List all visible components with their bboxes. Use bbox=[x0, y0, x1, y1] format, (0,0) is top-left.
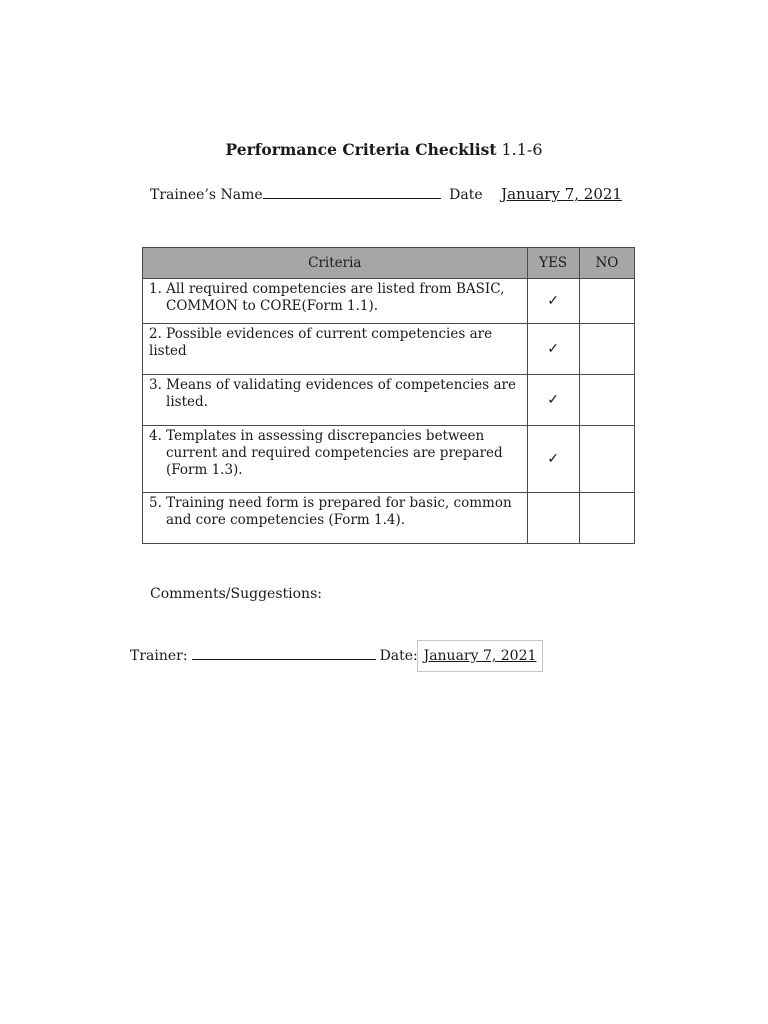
no-cell[interactable] bbox=[579, 375, 634, 426]
criteria-cell bbox=[143, 493, 528, 544]
title-text: Performance Criteria Checklist bbox=[225, 140, 497, 159]
trainer-name-field[interactable] bbox=[192, 658, 376, 660]
no-cell[interactable] bbox=[579, 426, 634, 493]
comments-label: Comments/Suggestions: bbox=[150, 586, 322, 602]
criteria-text: 4. Templates in assessing discrepancies between current and required competencies are prepared (Form 1.3). bbox=[149, 428, 503, 478]
page-title bbox=[0, 140, 768, 159]
criteria-cell bbox=[143, 324, 528, 375]
criteria-checklist-table bbox=[142, 247, 635, 544]
header-no: NO bbox=[579, 248, 634, 279]
trainee-info-line bbox=[150, 185, 622, 203]
criteria-text: 3. Means of validating evidences of competencies are listed. bbox=[149, 377, 516, 410]
trainer-label: Trainer: bbox=[130, 648, 188, 664]
criteria-text: 1. All required competencies are listed from BASIC, COMMON to CORE(Form 1.1). bbox=[149, 281, 505, 314]
criteria-text: 5. Training need form is prepared for basic, common and core competencies (Form 1.4). bbox=[149, 495, 512, 528]
table-row bbox=[143, 375, 635, 426]
criteria-cell bbox=[143, 375, 528, 426]
check-mark-icon: ✓ bbox=[547, 392, 560, 408]
table-row bbox=[143, 324, 635, 375]
header-criteria: Criteria bbox=[143, 248, 528, 279]
yes-cell[interactable] bbox=[527, 279, 579, 324]
header-yes: YES bbox=[527, 248, 579, 279]
criteria-cell bbox=[143, 426, 528, 493]
trainee-date-value: January 7, 2021 bbox=[501, 185, 622, 203]
yes-cell[interactable] bbox=[527, 375, 579, 426]
check-mark-icon: ✓ bbox=[547, 293, 560, 309]
trainee-date-label: Date bbox=[449, 187, 483, 203]
trainer-date-value: January 7, 2021 bbox=[423, 648, 537, 664]
trainee-name-field[interactable] bbox=[263, 197, 441, 199]
no-cell[interactable] bbox=[579, 493, 634, 544]
check-mark-icon: ✓ bbox=[547, 341, 560, 357]
trainer-info-line bbox=[130, 648, 418, 664]
yes-cell[interactable] bbox=[527, 493, 579, 544]
trainee-name-label: Trainee’s Name bbox=[150, 187, 263, 203]
yes-cell[interactable] bbox=[527, 324, 579, 375]
criteria-cell bbox=[143, 279, 528, 324]
table-row bbox=[143, 279, 635, 324]
no-cell[interactable] bbox=[579, 324, 634, 375]
trainer-date-box[interactable] bbox=[417, 640, 543, 672]
criteria-text: 2. Possible evidences of current competencies are listed bbox=[149, 326, 493, 359]
trainer-date-label: Date: bbox=[379, 648, 418, 664]
title-number: 1.1-6 bbox=[501, 140, 543, 159]
check-mark-icon: ✓ bbox=[547, 451, 560, 467]
table-header-row bbox=[143, 248, 635, 279]
yes-cell[interactable] bbox=[527, 426, 579, 493]
no-cell[interactable] bbox=[579, 279, 634, 324]
table-row bbox=[143, 493, 635, 544]
table-row bbox=[143, 426, 635, 493]
